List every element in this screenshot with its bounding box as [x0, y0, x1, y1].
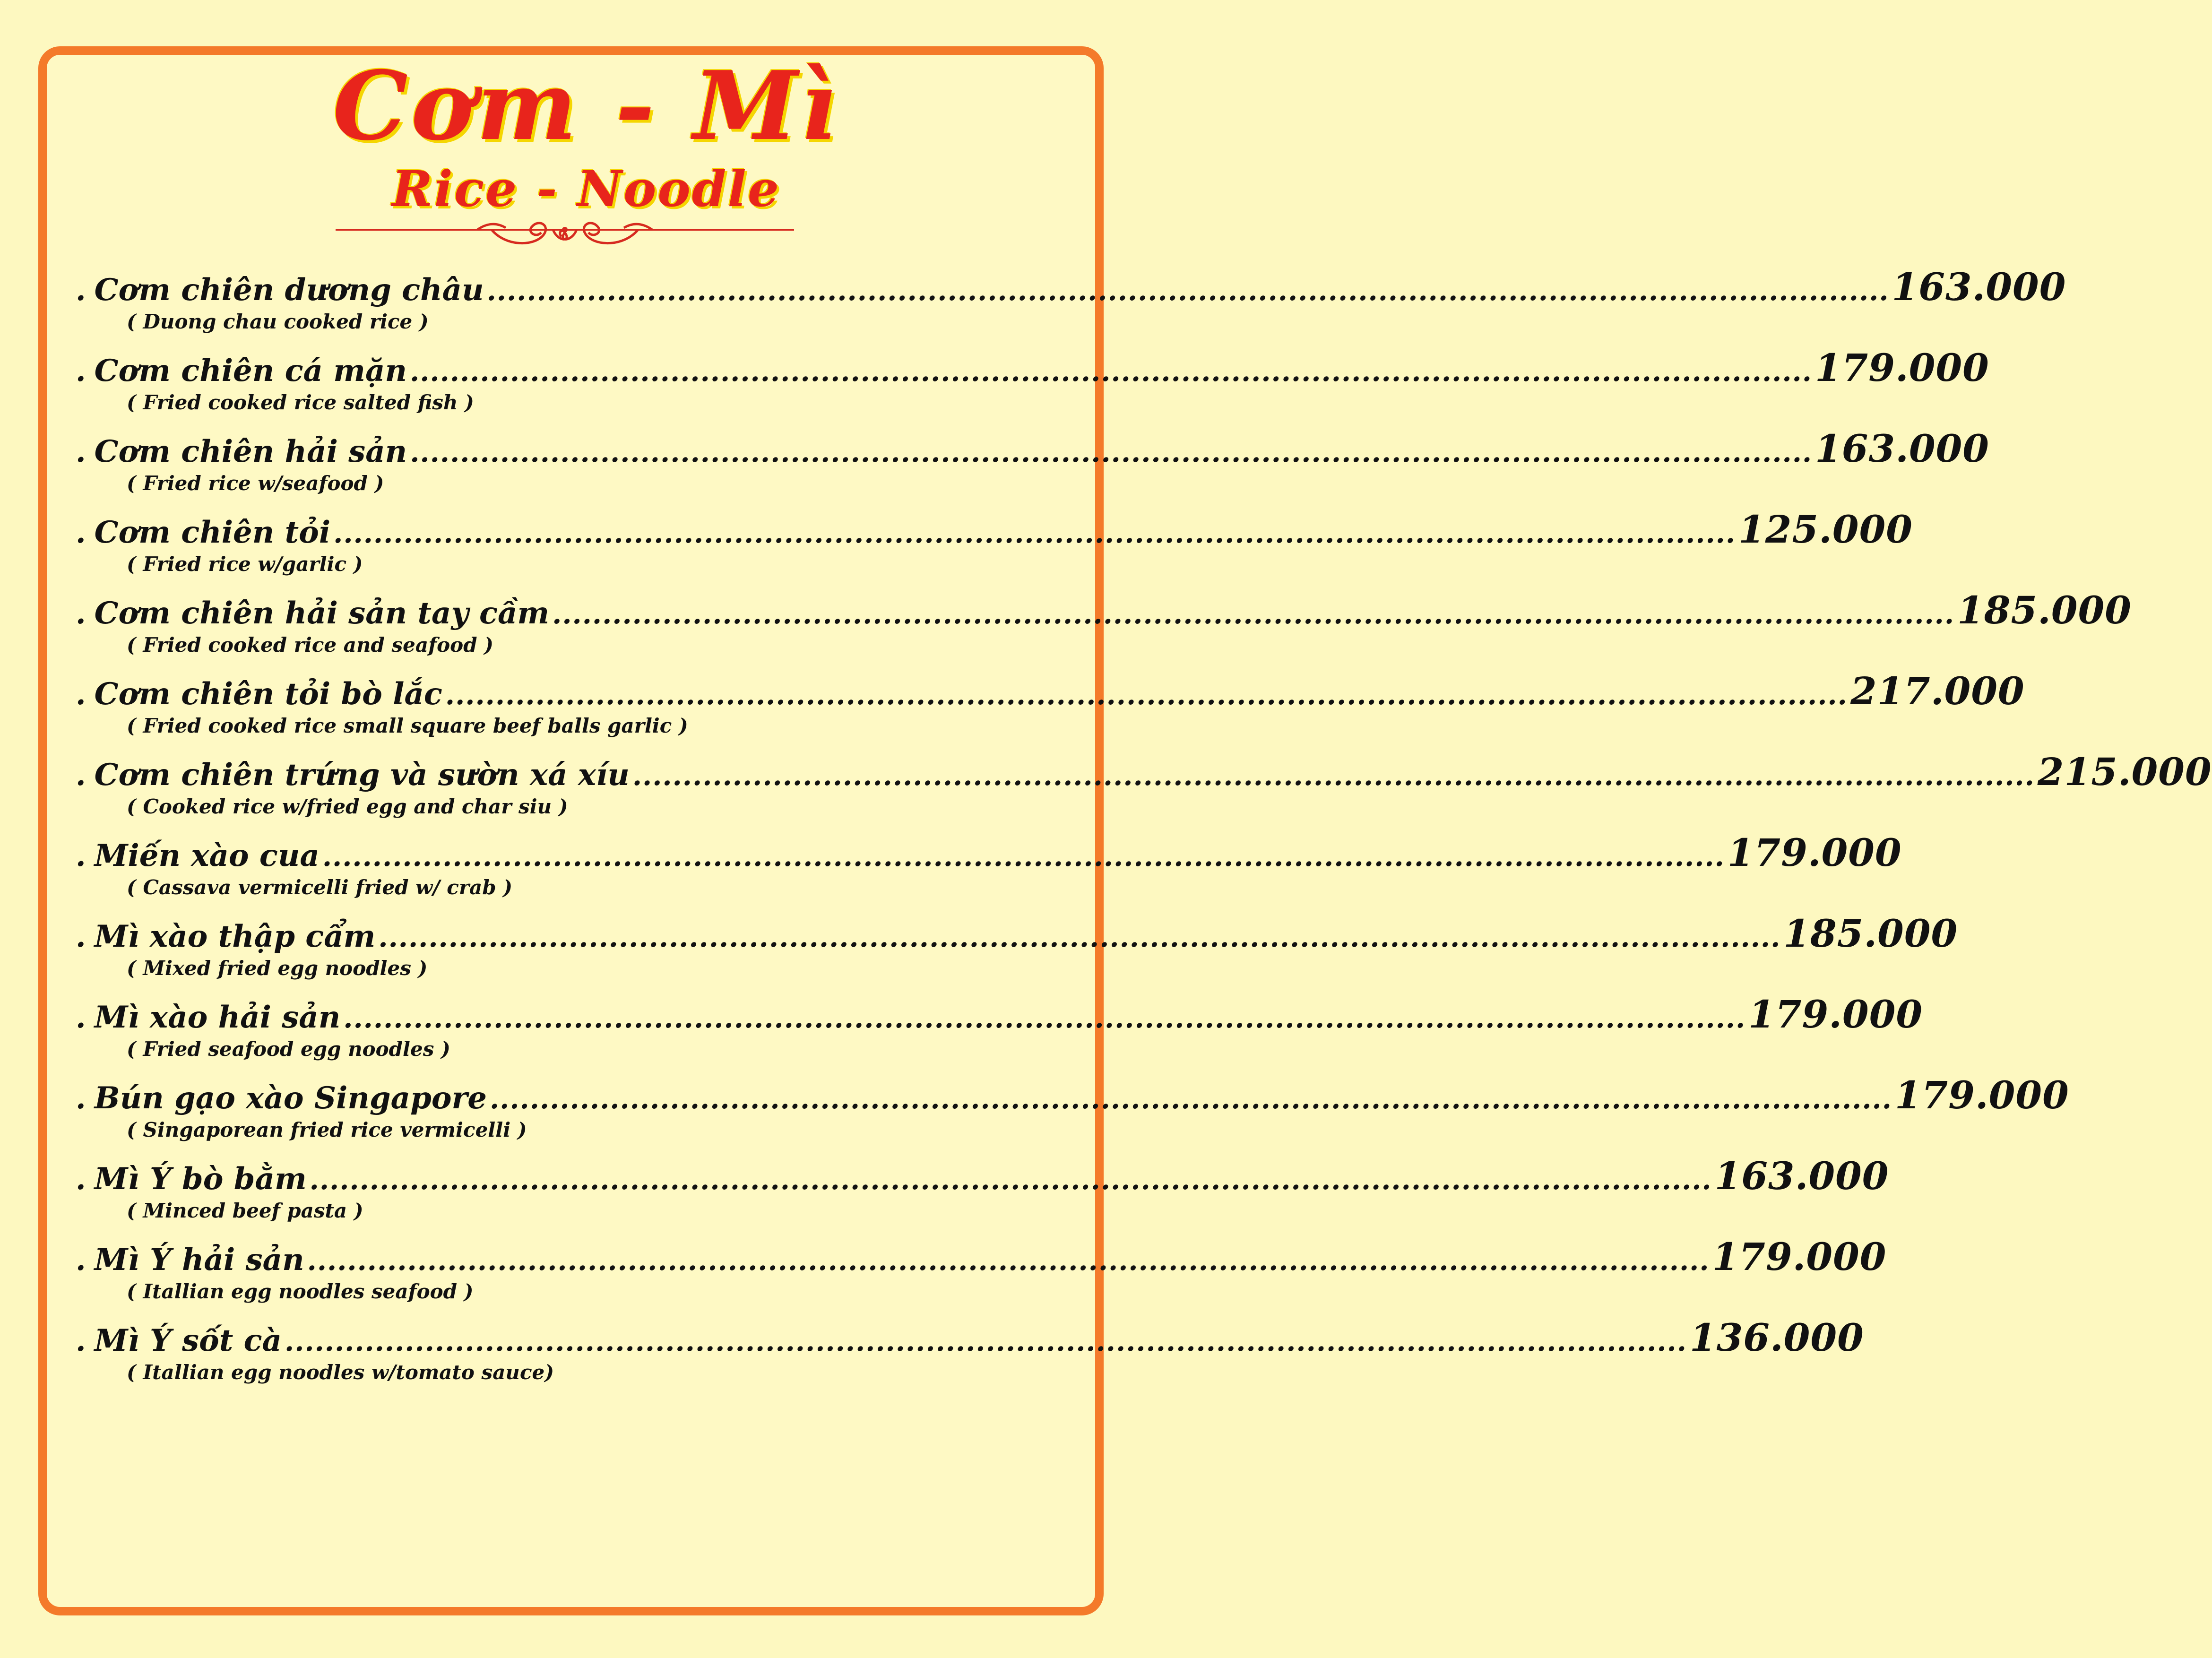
menu-item-price: 185.000	[1957, 588, 2132, 632]
menu-item	[76, 426, 1989, 507]
menu-item-name: Cơm chiên trứng và sườn xá xíu	[94, 757, 630, 793]
menu-item	[76, 992, 1923, 1073]
menu-item-description: ( Itallian egg noodles seafood )	[127, 1280, 474, 1303]
bullet: .	[76, 434, 86, 469]
menu-item-name: Mì xào thập cẩm	[94, 919, 376, 954]
menu-list	[76, 265, 2212, 1396]
menu-item-description: ( Fried cooked rice salted fish )	[127, 391, 474, 414]
menu-item-line	[76, 750, 2212, 797]
menu-item-name: Mì xào hải sản	[94, 1000, 341, 1035]
menu-item-line	[76, 1315, 1864, 1363]
dot-leader: ............................................................................................................................................	[486, 275, 1889, 307]
menu-item-line	[76, 265, 2066, 312]
menu-item-description: ( Duong chau cooked rice )	[127, 310, 429, 333]
dot-leader: ............................................................................................................................................	[307, 1244, 1710, 1277]
bullet: .	[76, 1243, 86, 1277]
menu-item-description: ( Fried rice w/seafood )	[127, 472, 384, 495]
bullet: .	[76, 1323, 86, 1358]
menu-item-description: ( Fried cooked rice and seafood )	[127, 633, 494, 656]
menu-item-line	[76, 1073, 2069, 1120]
menu-item-price: 179.000	[1815, 345, 1989, 390]
menu-item-price: 185.000	[1783, 911, 1958, 956]
dot-leader: ............................................................................................................................................	[333, 517, 1736, 549]
menu-item-name: Cơm chiên tỏi	[94, 515, 331, 550]
menu-item-name: Mì Ý hải sản	[94, 1242, 304, 1278]
bullet: .	[76, 596, 86, 630]
menu-item-price: 179.000	[1727, 830, 1902, 875]
menu-item	[76, 911, 1958, 992]
menu-item-price: 179.000	[1894, 1073, 2069, 1117]
menu-item-line	[76, 345, 1989, 393]
menu-item	[76, 588, 2132, 669]
menu-item-description: ( Mixed fried egg noodles )	[127, 957, 428, 980]
bullet: .	[76, 1081, 86, 1115]
dot-leader: ............................................................................................................................................	[632, 760, 2035, 792]
menu-item-description: ( Singaporean fried rice vermicelli )	[127, 1118, 527, 1141]
menu-item-description: ( Cassava vermicelli fried w/ crab )	[127, 876, 513, 899]
menu-item-line	[76, 507, 1913, 554]
dot-leader: ............................................................................................................................................	[309, 1164, 1712, 1196]
menu-item-price: 163.000	[1815, 426, 1989, 471]
menu-item-description: ( Cooked rice w/fried egg and char siu )	[127, 795, 568, 818]
bullet: .	[76, 758, 86, 792]
menu-item	[76, 507, 1913, 588]
dot-leader: ............................................................................................................................................	[285, 1325, 1687, 1357]
bullet: .	[76, 354, 86, 388]
menu-item-name: Mì Ý sốt cà	[94, 1323, 282, 1358]
menu-item	[76, 1315, 1864, 1396]
menu-item-price: 217.000	[1850, 669, 2025, 713]
menu-item-name: Bún gạo xào Singapore	[94, 1080, 487, 1116]
dot-leader: ............................................................................................................................................	[489, 1083, 1892, 1115]
menu-item-name: Cơm chiên hải sản tay cầm	[94, 596, 550, 631]
menu-item-description: ( Fried cooked rice small square beef balls garlic )	[127, 714, 688, 737]
menu-item-description: ( Itallian egg noodles w/tomato sauce)	[127, 1361, 554, 1384]
menu-item-line	[76, 426, 1989, 474]
bullet: .	[76, 1162, 86, 1196]
bullet: .	[76, 677, 86, 711]
menu-item-name: Cơm chiên cá mặn	[94, 353, 407, 389]
menu-item-line	[76, 1235, 1887, 1282]
menu-item-price: 179.000	[1748, 992, 1923, 1036]
dot-leader: ............................................................................................................................................	[322, 840, 1725, 872]
menu-item-name: Cơm chiên hải sản	[94, 434, 407, 469]
menu-item-name: Cơm chiên dương châu	[94, 272, 484, 308]
dot-leader: ............................................................................................................................................	[552, 598, 1955, 630]
page-title: Cơm - Mì	[333, 51, 839, 162]
menu-item-line	[76, 669, 2025, 716]
menu-item-price: 179.000	[1712, 1235, 1887, 1279]
menu-item-description: ( Fried rice w/garlic )	[127, 553, 363, 576]
menu-item-price: 163.000	[1892, 265, 2066, 309]
menu-item-line	[76, 911, 1958, 959]
dot-leader: ............................................................................................................................................	[343, 1002, 1746, 1034]
bullet: .	[76, 515, 86, 550]
bullet: .	[76, 838, 86, 873]
menu-item	[76, 830, 1902, 911]
menu-item	[76, 1154, 1889, 1235]
menu-item-name: Cơm chiên tỏi bò lắc	[94, 676, 442, 712]
dot-leader: ............................................................................................................................................	[410, 355, 1812, 388]
bullet: .	[76, 273, 86, 307]
dot-leader: ............................................................................................................................................	[378, 921, 1781, 953]
dot-leader: ............................................................................................................................................	[445, 679, 1848, 711]
menu-item-name: Mì Ý bò bằm	[94, 1161, 307, 1197]
menu-item	[76, 345, 1989, 426]
menu-item	[76, 750, 2212, 830]
menu-item-price: 215.000	[2037, 750, 2212, 794]
menu-item	[76, 265, 2066, 345]
menu-item-price: 125.000	[1738, 507, 1913, 552]
flourish-divider-icon	[336, 214, 794, 256]
menu-item-line	[76, 992, 1923, 1039]
menu-item-description: ( Minced beef pasta )	[127, 1199, 363, 1222]
menu-item-name: Miến xào cua	[94, 838, 320, 873]
menu-item-line	[76, 1154, 1889, 1201]
menu-item-line	[76, 830, 1902, 878]
menu-item	[76, 1073, 2069, 1154]
menu-item-description: ( Fried seafood egg noodles )	[127, 1037, 450, 1061]
menu-item-price: 163.000	[1714, 1154, 1889, 1198]
menu-item-price: 136.000	[1689, 1315, 1864, 1360]
menu-item	[76, 669, 2025, 750]
dot-leader: ............................................................................................................................................	[410, 436, 1813, 468]
bullet: .	[76, 919, 86, 954]
bullet: .	[76, 1000, 86, 1035]
menu-item	[76, 1235, 1887, 1315]
page-subtitle: Rice - Noodle	[391, 160, 781, 218]
menu-item-line	[76, 588, 2132, 635]
